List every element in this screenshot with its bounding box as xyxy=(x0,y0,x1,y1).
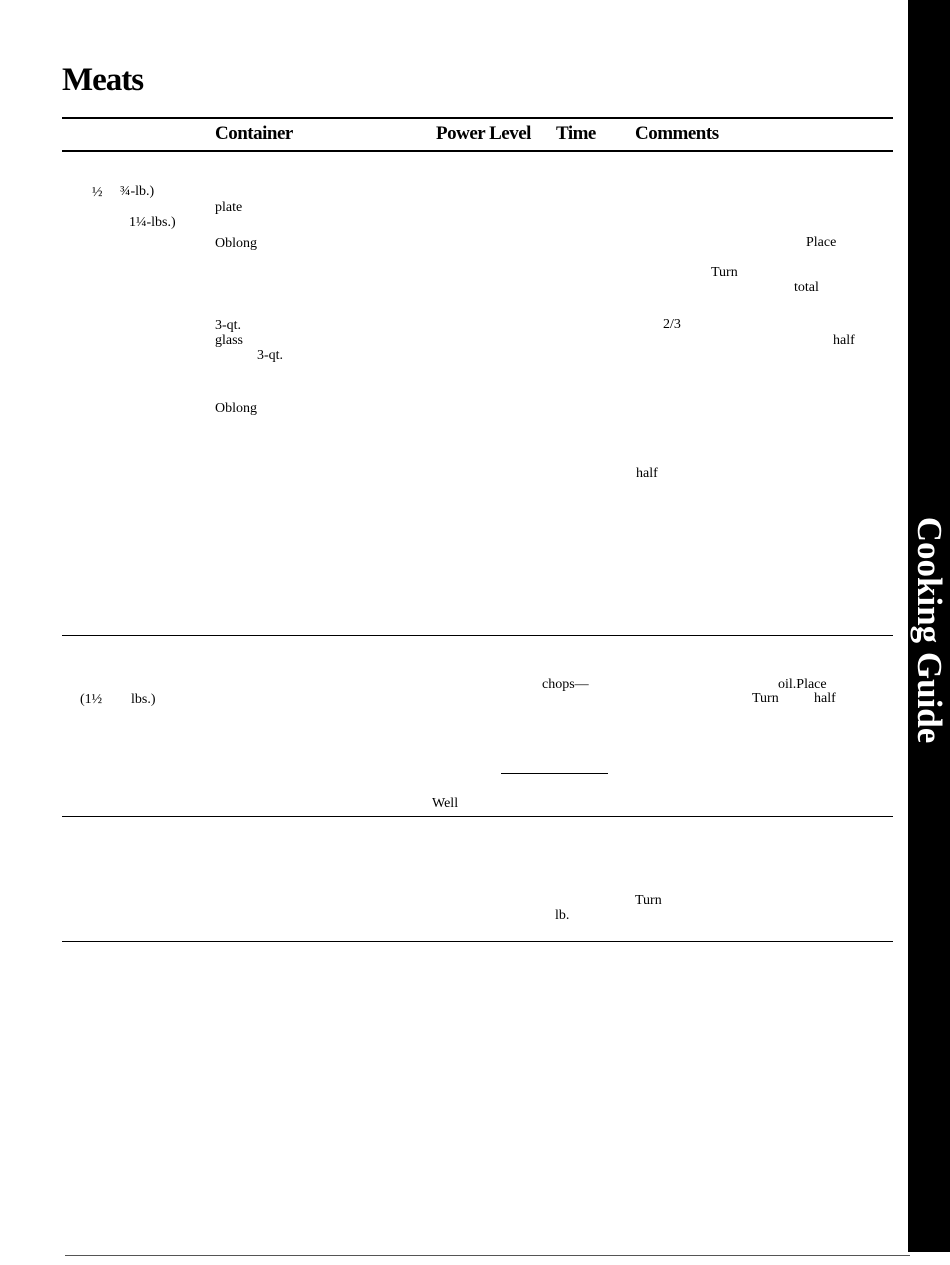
text-fragment: ¾-lb.) xyxy=(120,184,155,199)
column-header-comments: Comments xyxy=(635,123,719,144)
text-fragment: chops— xyxy=(542,677,589,692)
text-fragment: total xyxy=(794,280,819,295)
text-fragment: 1¼-lbs.) xyxy=(129,215,176,230)
text-fragment: ½ xyxy=(92,185,103,200)
text-fragment: Oblong xyxy=(215,236,257,251)
column-header-time: Time xyxy=(556,123,596,144)
page-title: Meats xyxy=(62,62,144,98)
column-header-power-level: Power Level xyxy=(436,123,531,144)
table-bottom-rule xyxy=(62,941,893,942)
text-fragment: oil.Place xyxy=(778,677,827,692)
text-fragment: Turn xyxy=(752,691,779,706)
text-fragment: Oblong xyxy=(215,401,257,416)
section-divider xyxy=(62,635,893,636)
text-fragment: half xyxy=(814,691,836,706)
column-header-container: Container xyxy=(215,123,293,144)
text-fragment: lbs.) xyxy=(131,692,156,707)
page-bottom-rule xyxy=(65,1255,910,1256)
text-fragment: 3-qt. xyxy=(257,348,284,363)
text-fragment: Place xyxy=(806,235,837,250)
text-fragment: half xyxy=(636,466,658,481)
text-fragment: Turn xyxy=(711,265,738,280)
section-divider xyxy=(62,816,893,817)
table-top-rule xyxy=(62,117,893,119)
side-tab xyxy=(908,0,950,1252)
text-fragment: 3-qt. xyxy=(215,318,242,333)
text-fragment: (1½ xyxy=(80,692,103,707)
underline-mark xyxy=(501,773,608,774)
text-fragment: 2/3 xyxy=(663,317,681,332)
text-fragment: glass xyxy=(215,333,243,348)
text-fragment: Well xyxy=(432,796,459,811)
text-fragment: plate xyxy=(215,200,243,215)
text-fragment: half xyxy=(833,333,855,348)
text-fragment: lb. xyxy=(555,908,570,923)
side-tab-label: Cooking Guide xyxy=(910,516,949,744)
text-fragment: Turn xyxy=(635,893,662,908)
table-header-rule xyxy=(62,150,893,152)
